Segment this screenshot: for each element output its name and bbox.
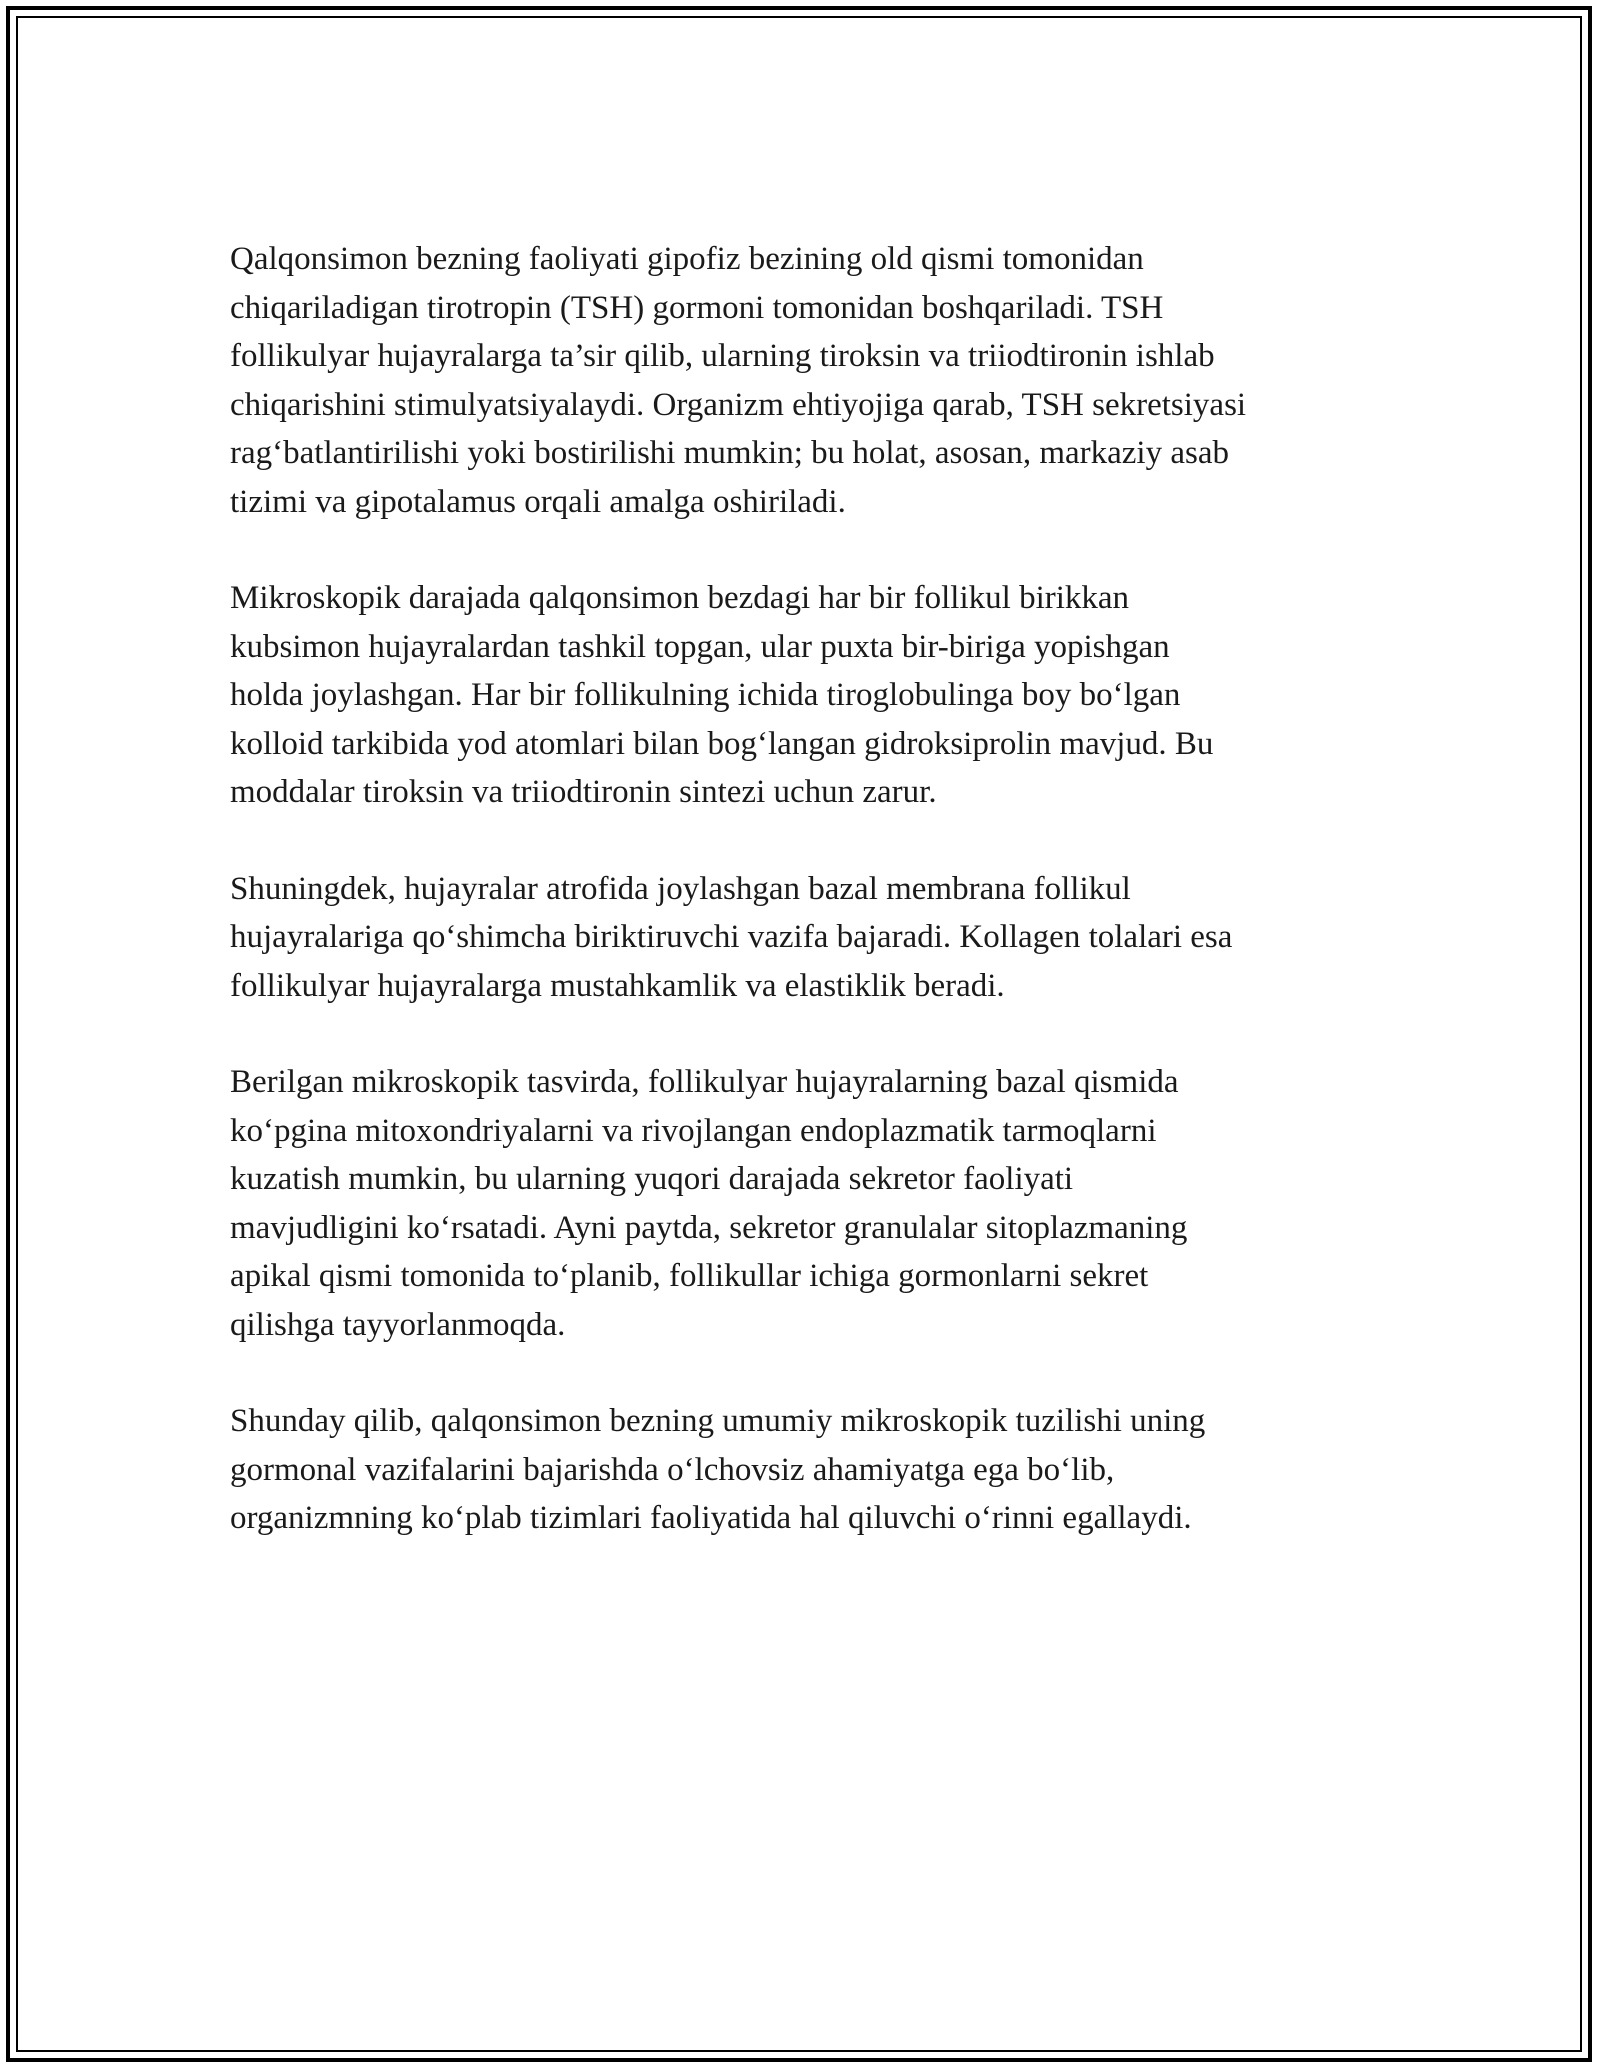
paragraph-2: Mikroskopik darajada qalqonsimon bezdagi har bir follikul birikkan kubsimon hujayralardan tashkil topgan, ular puxta bir-biriga yopishgan holda joylashgan. Har bir follikulning ichida tiroglobulinga boy bo‘lgan kolloid tarkibida yod atomlari bilan bog‘langan gidroksiprolin mavjud. Bu moddalar tiroksin va triiodtironin sintezi uchun zarur. [230, 580, 1214, 810]
document-body [230, 235, 1380, 1591]
paragraph-5: Shunday qilib, qalqonsimon bezning umumiy mikroskopik tuzilishi uning gormonal vazifalarini bajarishda o‘lchovsiz ahamiyatga ega bo‘lib, organizmning ko‘plab tizimlari faoliyatida hal qiluvchi o‘rinni egallaydi. [230, 1403, 1206, 1536]
paragraph-3: Shuningdek, hujayralar atrofida joylashgan bazal membrana follikul hujayralariga qo‘shimcha biriktiruvchi vazifa bajaradi. Kollagen tolalari esa follikulyar hujayralarga mustahkamlik va elastiklik beradi. [230, 870, 1233, 1004]
paragraph-4: Berilgan mikroskopik tasvirda, follikulyar hujayralarning bazal qismida ko‘pgina mitoxondriyalarni va rivojlangan endoplazmatik tarmoqlarni kuzatish mumkin, bu ularning yuqori darajada sekretor faoliyati mavjudligini ko‘rsatadi. Ayni paytda, sekretor granulalar sitoplazmaning apikal qismi tomonida to‘planib, follikullar ichiga gormonlarni sekret qilishga tayyorlanmoqda. [230, 1064, 1188, 1343]
paragraph-1: Qalqonsimon bezning faoliyati gipofiz bezining old qismi tomonidan chiqariladigan tirotropin (TSH) gormoni tomonidan boshqariladi. TSH follikulyar hujayralarga ta’sir qilib, ularning tiroksin va triiodtironin ishlab chiqarishini stimulyatsiyalaydi. Organizm ehtiyojiga qarab, TSH sekretsiyasi rag‘batlantirilishi yoki bostirilishi mumkin; bu holat, asosan, markaziy asab tizimi va gipotalamus orqali amalga oshiriladi. [230, 241, 1247, 520]
